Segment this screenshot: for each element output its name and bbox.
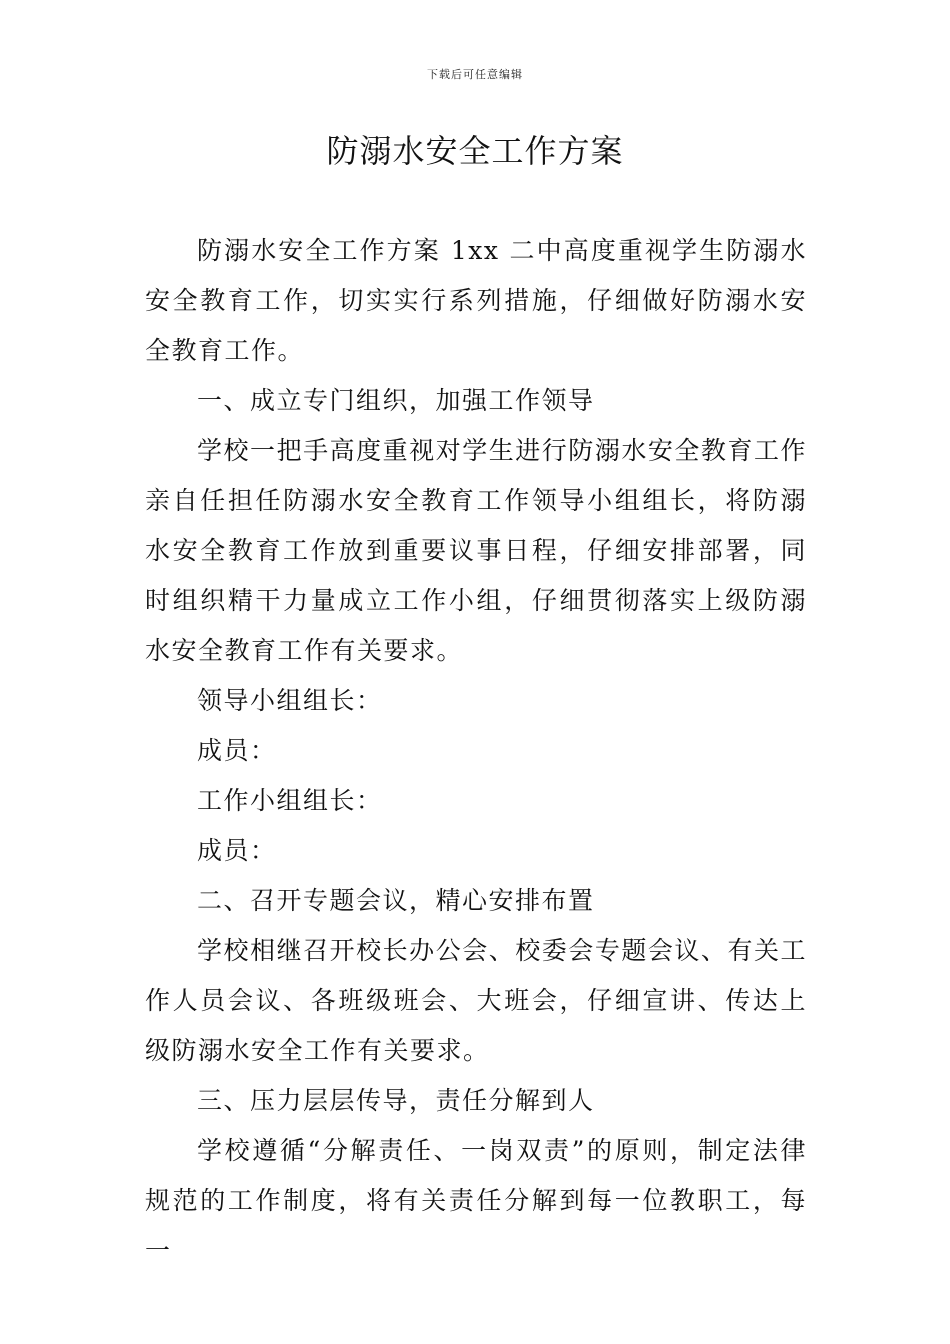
section-3-paragraph: 学校遵循“分解责任、一岗双责”的原则，制定法律规范的工作制度，将有关责任分解到每一位教职工，每一 (145, 1136, 807, 1265)
intro-paragraph: 防溺水安全工作方案 1xx 二中高度重视学生防溺水安全教育工作，切实实行系列措施，仔细做好防溺水安全教育工作。 (145, 236, 807, 365)
leader-group-head-line: 领导小组组长： (197, 686, 383, 715)
leader-group-members-line: 成员： (197, 736, 277, 765)
header-note: 下载后可任意编辑 (427, 68, 523, 81)
work-group-head-line: 工作小组组长： (197, 786, 383, 815)
section-2-paragraph: 学校相继召开校长办公会、校委会专题会议、有关工作人员会议、各班级班会、大班会，仔细宣讲、传达上级防溺水安全工作有关要求。 (145, 936, 807, 1065)
section-heading-3: 三、压力层层传导，责任分解到人 (197, 1086, 595, 1115)
document-body (145, 226, 807, 1276)
section-heading-1: 一、成立专门组织，加强工作领导 (197, 386, 595, 415)
section-heading-2: 二、召开专题会议，精心安排布置 (197, 886, 595, 915)
document-title: 防溺水安全工作方案 (326, 132, 624, 170)
work-group-members-line: 成员： (197, 836, 277, 865)
section-1-paragraph: 学校一把手高度重视对学生进行防溺水安全教育工作亲自任担任防溺水安全教育工作领导小组组长，将防溺水安全教育工作放到重要议事日程，仔细安排部署，同时组织精干力量成立工作小组，仔细贯彻落实上级防溺水安全教育工作有关要求。 (145, 436, 807, 665)
